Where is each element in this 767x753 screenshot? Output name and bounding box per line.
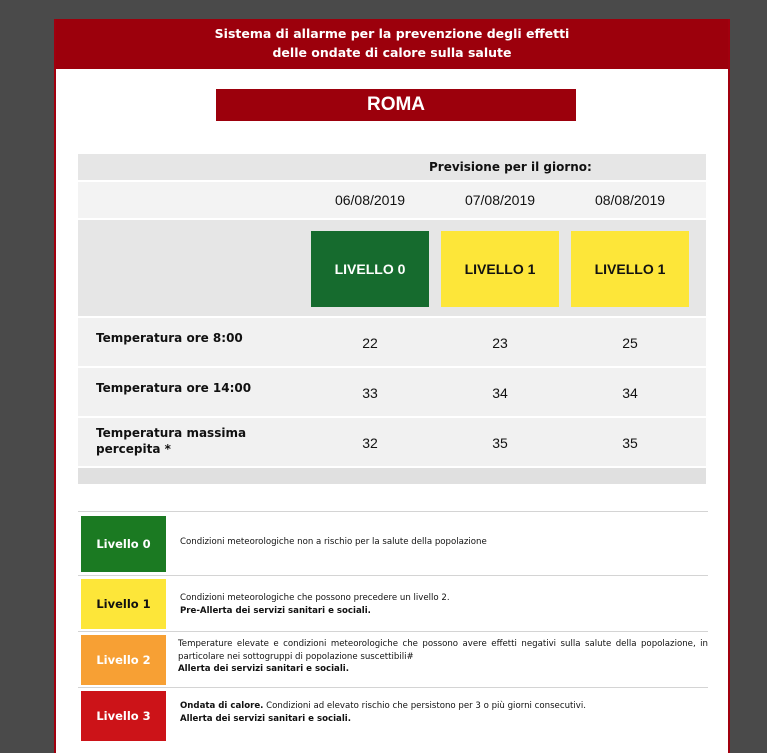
temperature-row xyxy=(78,366,706,416)
temperature-row xyxy=(78,416,706,466)
legend-level-badge: Livello 0 xyxy=(81,516,166,572)
level-badge: LIVELLO 1 xyxy=(571,231,689,307)
legend-description xyxy=(180,592,708,617)
temperature-value: 22 xyxy=(362,335,378,351)
row-label xyxy=(96,380,251,396)
forecast-date: 08/08/2019 xyxy=(594,192,666,208)
row-label-line: Temperatura massima xyxy=(96,426,247,440)
level-legend xyxy=(78,511,708,743)
row-label xyxy=(96,425,246,457)
city-banner: ROMA xyxy=(216,89,576,121)
legend-text: Temperature elevate e condizioni meteorologiche che possono avere effetti negativi sulla salute della popolazione, in particolare nei sottogruppi di popolazione suscettibili# xyxy=(178,639,708,662)
row-label-line: Temperatura ore 14:00 xyxy=(96,381,252,395)
legend-text: Condizioni meteorologiche non a rischio per la salute della popolazione xyxy=(180,537,487,547)
legend-alert-text: Allerta dei servizi sanitari e sociali. xyxy=(178,664,349,675)
temperature-value: 34 xyxy=(492,385,508,401)
legend-row xyxy=(78,511,708,575)
legend-row xyxy=(78,687,708,743)
temperature-value: 33 xyxy=(362,385,378,401)
temperature-value: 35 xyxy=(622,435,638,451)
forecast-footer-bar xyxy=(78,466,706,484)
legend-level-badge: Livello 2 xyxy=(81,635,166,685)
legend-description xyxy=(180,700,708,725)
temperature-value: 25 xyxy=(622,335,638,351)
forecast-table xyxy=(78,154,706,484)
row-label xyxy=(96,330,243,346)
legend-alert-text: Pre-Allerta dei servizi sanitari e sociali. xyxy=(180,605,371,616)
legend-level-badge: Livello 1 xyxy=(81,579,166,629)
row-label-line: Temperatura ore 8:00 xyxy=(96,331,243,345)
legend-row xyxy=(78,631,708,687)
legend-row xyxy=(78,575,708,631)
header-line-1: Sistema di allarme per la prevenzione degli effetti xyxy=(214,26,570,41)
level-badge: LIVELLO 0 xyxy=(311,231,429,307)
temperature-value: 32 xyxy=(362,435,378,451)
legend-description xyxy=(180,536,708,549)
bulletin-header xyxy=(56,19,728,69)
legend-alert-text: Allerta dei servizi sanitari e sociali. xyxy=(180,713,351,724)
forecast-levels-row xyxy=(78,218,706,316)
forecast-date: 06/08/2019 xyxy=(334,192,406,208)
level-badge: LIVELLO 1 xyxy=(441,231,559,307)
forecast-title: Previsione per il giorno: xyxy=(429,160,592,174)
temperature-value: 34 xyxy=(622,385,638,401)
legend-level-badge: Livello 3 xyxy=(81,691,166,741)
forecast-dates-row xyxy=(78,180,706,218)
temperature-value: 23 xyxy=(492,335,508,351)
temperature-row xyxy=(78,316,706,366)
legend-text: Condizioni ad elevato rischio che persistono per 3 o più giorni consecutivi. xyxy=(263,701,586,711)
header-line-2: delle ondate di calore sulla salute xyxy=(272,45,512,60)
legend-bold-prefix: Ondata di calore. xyxy=(180,701,264,711)
legend-text: Condizioni meteorologiche che possono precedere un livello 2. xyxy=(180,593,450,603)
bulletin-page xyxy=(54,19,730,753)
forecast-title-row xyxy=(78,154,706,180)
forecast-date: 07/08/2019 xyxy=(464,192,536,208)
row-label-line: percepita * xyxy=(96,442,171,456)
temperature-value: 35 xyxy=(492,435,508,451)
legend-description xyxy=(178,638,708,676)
